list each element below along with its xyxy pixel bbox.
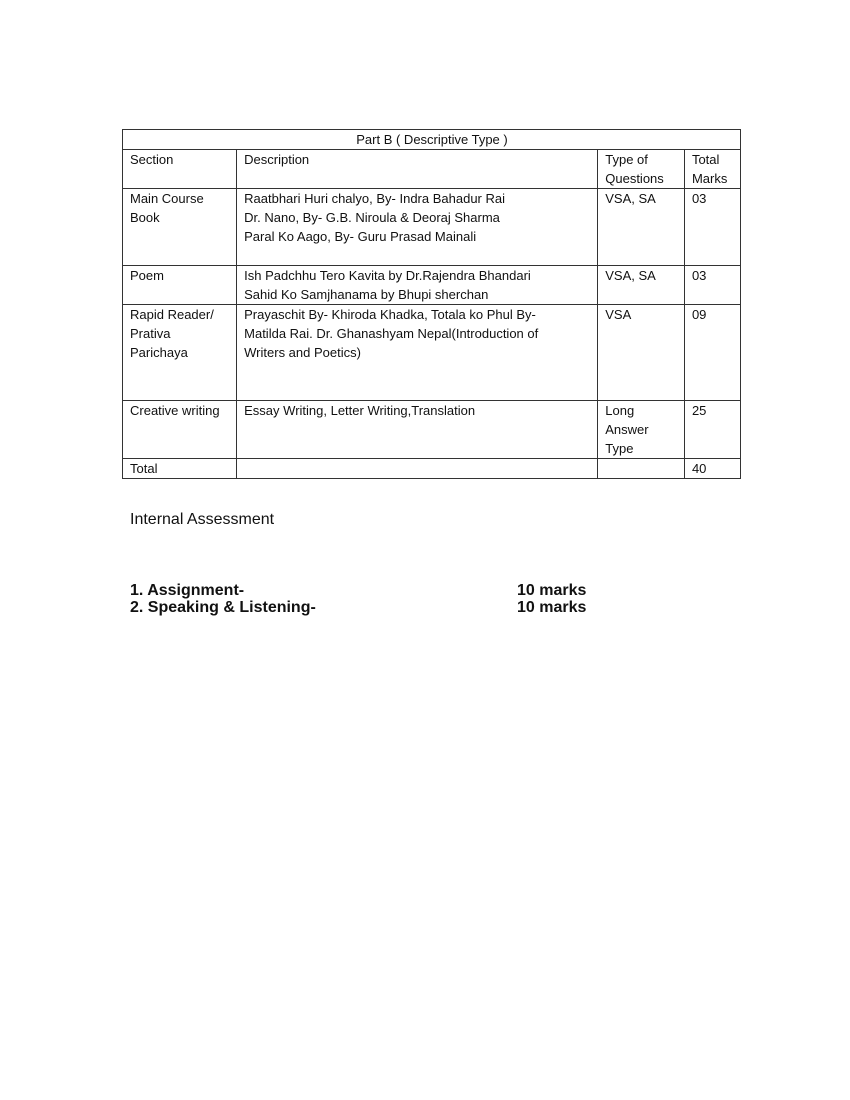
- assessment-item-marks: 10 marks: [517, 582, 587, 599]
- header-type: Type of Questions: [598, 150, 685, 189]
- total-empty-type: [598, 459, 685, 479]
- row-section: Poem: [123, 266, 237, 305]
- table-row: [123, 189, 741, 266]
- assessment-item-label: 1. Assignment-: [130, 582, 245, 599]
- row-type: VSA: [598, 305, 685, 401]
- row-section: Main Course Book: [123, 189, 237, 266]
- row-section: Creative writing: [123, 401, 237, 459]
- row-marks: 03: [684, 189, 740, 266]
- list-item: [130, 599, 690, 616]
- total-empty-description: [237, 459, 598, 479]
- internal-assessment-list: [130, 582, 690, 616]
- row-type: VSA, SA: [598, 266, 685, 305]
- header-section: Section: [123, 150, 237, 189]
- row-description: Prayaschit By- Khiroda Khadka, Totala ko Phul By- Matilda Rai. Dr. Ghanashyam Nepal(Introduction of Writers and Poetics): [237, 305, 598, 401]
- table-total-row: [123, 459, 741, 479]
- table-row: [123, 401, 741, 459]
- row-description: Raatbhari Huri chalyo, By- Indra Bahadur Rai Dr. Nano, By- G.B. Niroula & Deoraj Sharma Paral Ko Aago, By- Guru Prasad Mainali: [237, 189, 598, 266]
- header-marks: Total Marks: [684, 150, 740, 189]
- header-description: Description: [237, 150, 598, 189]
- total-marks: 40: [684, 459, 740, 479]
- row-type: Long Answer Type: [598, 401, 685, 459]
- row-marks: 09: [684, 305, 740, 401]
- table-row: [123, 305, 741, 401]
- assessment-item-label: 2. Speaking & Listening-: [130, 599, 316, 616]
- row-description: Ish Padchhu Tero Kavita by Dr.Rajendra Bhandari Sahid Ko Samjhanama by Bhupi sherchan: [237, 266, 598, 305]
- table-row: [123, 266, 741, 305]
- table-header-row: [123, 150, 741, 189]
- list-item: [130, 582, 690, 599]
- row-description: Essay Writing, Letter Writing,Translation: [237, 401, 598, 459]
- descriptive-type-table: [122, 129, 741, 479]
- assessment-item-marks: 10 marks: [517, 599, 587, 616]
- internal-assessment-title: Internal Assessment: [130, 511, 275, 528]
- row-marks: 03: [684, 266, 740, 305]
- row-type: VSA, SA: [598, 189, 685, 266]
- row-marks: 25: [684, 401, 740, 459]
- table-title: Part B ( Descriptive Type ): [123, 130, 741, 150]
- row-section: Rapid Reader/ Prativa Parichaya: [123, 305, 237, 401]
- total-label: Total: [123, 459, 237, 479]
